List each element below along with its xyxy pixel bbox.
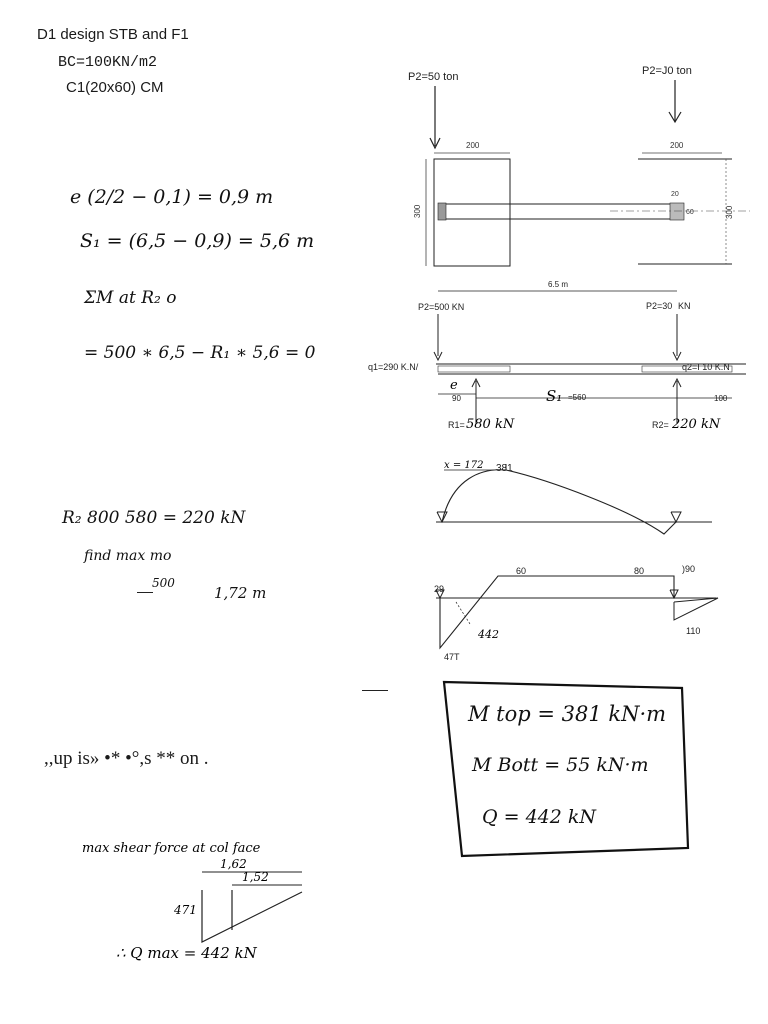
moment-max-value: 381 xyxy=(496,463,513,474)
dim-1-52: 1,52 xyxy=(242,870,269,884)
load-p2-kn-unit: KN xyxy=(678,301,691,311)
shear-v-47t: 47T xyxy=(444,652,460,662)
fraction-bar xyxy=(137,592,153,593)
shear-sketch-title: max shear force at col face xyxy=(82,841,261,856)
dim-1-62: 1,62 xyxy=(220,857,247,871)
result-q: Q = 442 kN xyxy=(482,806,597,828)
r2-label: R2= xyxy=(652,420,669,430)
dim-200-right: 200 xyxy=(670,141,684,150)
results-box xyxy=(430,672,698,868)
moment-equation: = 500 ∗ 6,5 − R₁ ∗ 5,6 = 0 xyxy=(84,343,316,363)
r1-label: R1= xyxy=(448,420,465,430)
dim-200-left: 200 xyxy=(466,141,480,150)
shear-v-29: 29 xyxy=(434,584,445,594)
span-6-5m: 6.5 m xyxy=(548,280,569,289)
bending-moment-diagram xyxy=(430,450,720,550)
load-p1-kn: P2=500 KN xyxy=(418,302,465,312)
q1-label: q1=290 K.N/ xyxy=(368,362,419,372)
shear-v-442: 442 xyxy=(478,628,499,641)
find-max-moment: find max mo xyxy=(84,548,172,564)
result-m-bottom: M Bott = 55 kN·m xyxy=(472,754,649,776)
r2-value: 220 kN xyxy=(672,417,721,432)
r1-value: 580 kN xyxy=(466,417,515,432)
ocr-noise-text: ,,up is» •* •°,s ** on . xyxy=(44,748,209,769)
shear-force-diagram xyxy=(430,562,720,666)
r2-calc: R₂ 800 580 = 220 kN xyxy=(62,508,246,528)
max-moment-location: 1,72 m xyxy=(214,584,267,602)
s1-calc: S₁ = (6,5 − 0,9) = 5,6 m xyxy=(80,230,315,252)
moment-x-location: x = 172 xyxy=(444,460,484,471)
shear-471: 471 xyxy=(174,903,197,917)
q2-label: q2=I 10 K.N xyxy=(682,362,730,372)
max-moment-numerator: 500 xyxy=(152,576,175,590)
load-p2-kn: P2=30 xyxy=(646,301,673,311)
shear-v-60: 60 xyxy=(516,566,527,576)
dim-300-right: 300 xyxy=(725,205,734,219)
result-m-top: M top = 381 kN·m xyxy=(468,702,667,726)
strap-footing-diagram xyxy=(360,56,768,436)
s1-label: S₁ xyxy=(546,387,563,405)
shear-v-90: )90 xyxy=(682,564,696,574)
e-label: e xyxy=(450,378,458,393)
shear-v-110: 110 xyxy=(686,626,701,636)
column-size: C1(20x60) CM xyxy=(66,79,164,96)
bearing-capacity: BC=100KN/m2 xyxy=(58,54,158,71)
load-p2-label: P2=J0 ton xyxy=(642,65,692,77)
shear-at-column-face-sketch xyxy=(80,830,350,965)
dim-90: 90 xyxy=(452,394,461,403)
s1-value: =560 xyxy=(568,393,587,402)
shear-v-80: 80 xyxy=(634,566,645,576)
q-max-result: ∴ Q max = 442 kN xyxy=(116,944,257,962)
eccentricity-calc: e (2/2 − 0,1) = 0,9 m xyxy=(70,186,274,208)
dim-60: 60 xyxy=(686,209,694,216)
dim-300-left: 300 xyxy=(413,204,422,218)
moment-sum-label: ΣM at R₂ o xyxy=(84,288,177,308)
document-title: D1 design STB and F1 xyxy=(37,26,189,43)
dim-100: 100 xyxy=(714,394,728,403)
load-p1-label: P2=50 ton xyxy=(408,71,459,83)
dim-20: 20 xyxy=(671,191,679,198)
divider-line xyxy=(362,690,388,691)
